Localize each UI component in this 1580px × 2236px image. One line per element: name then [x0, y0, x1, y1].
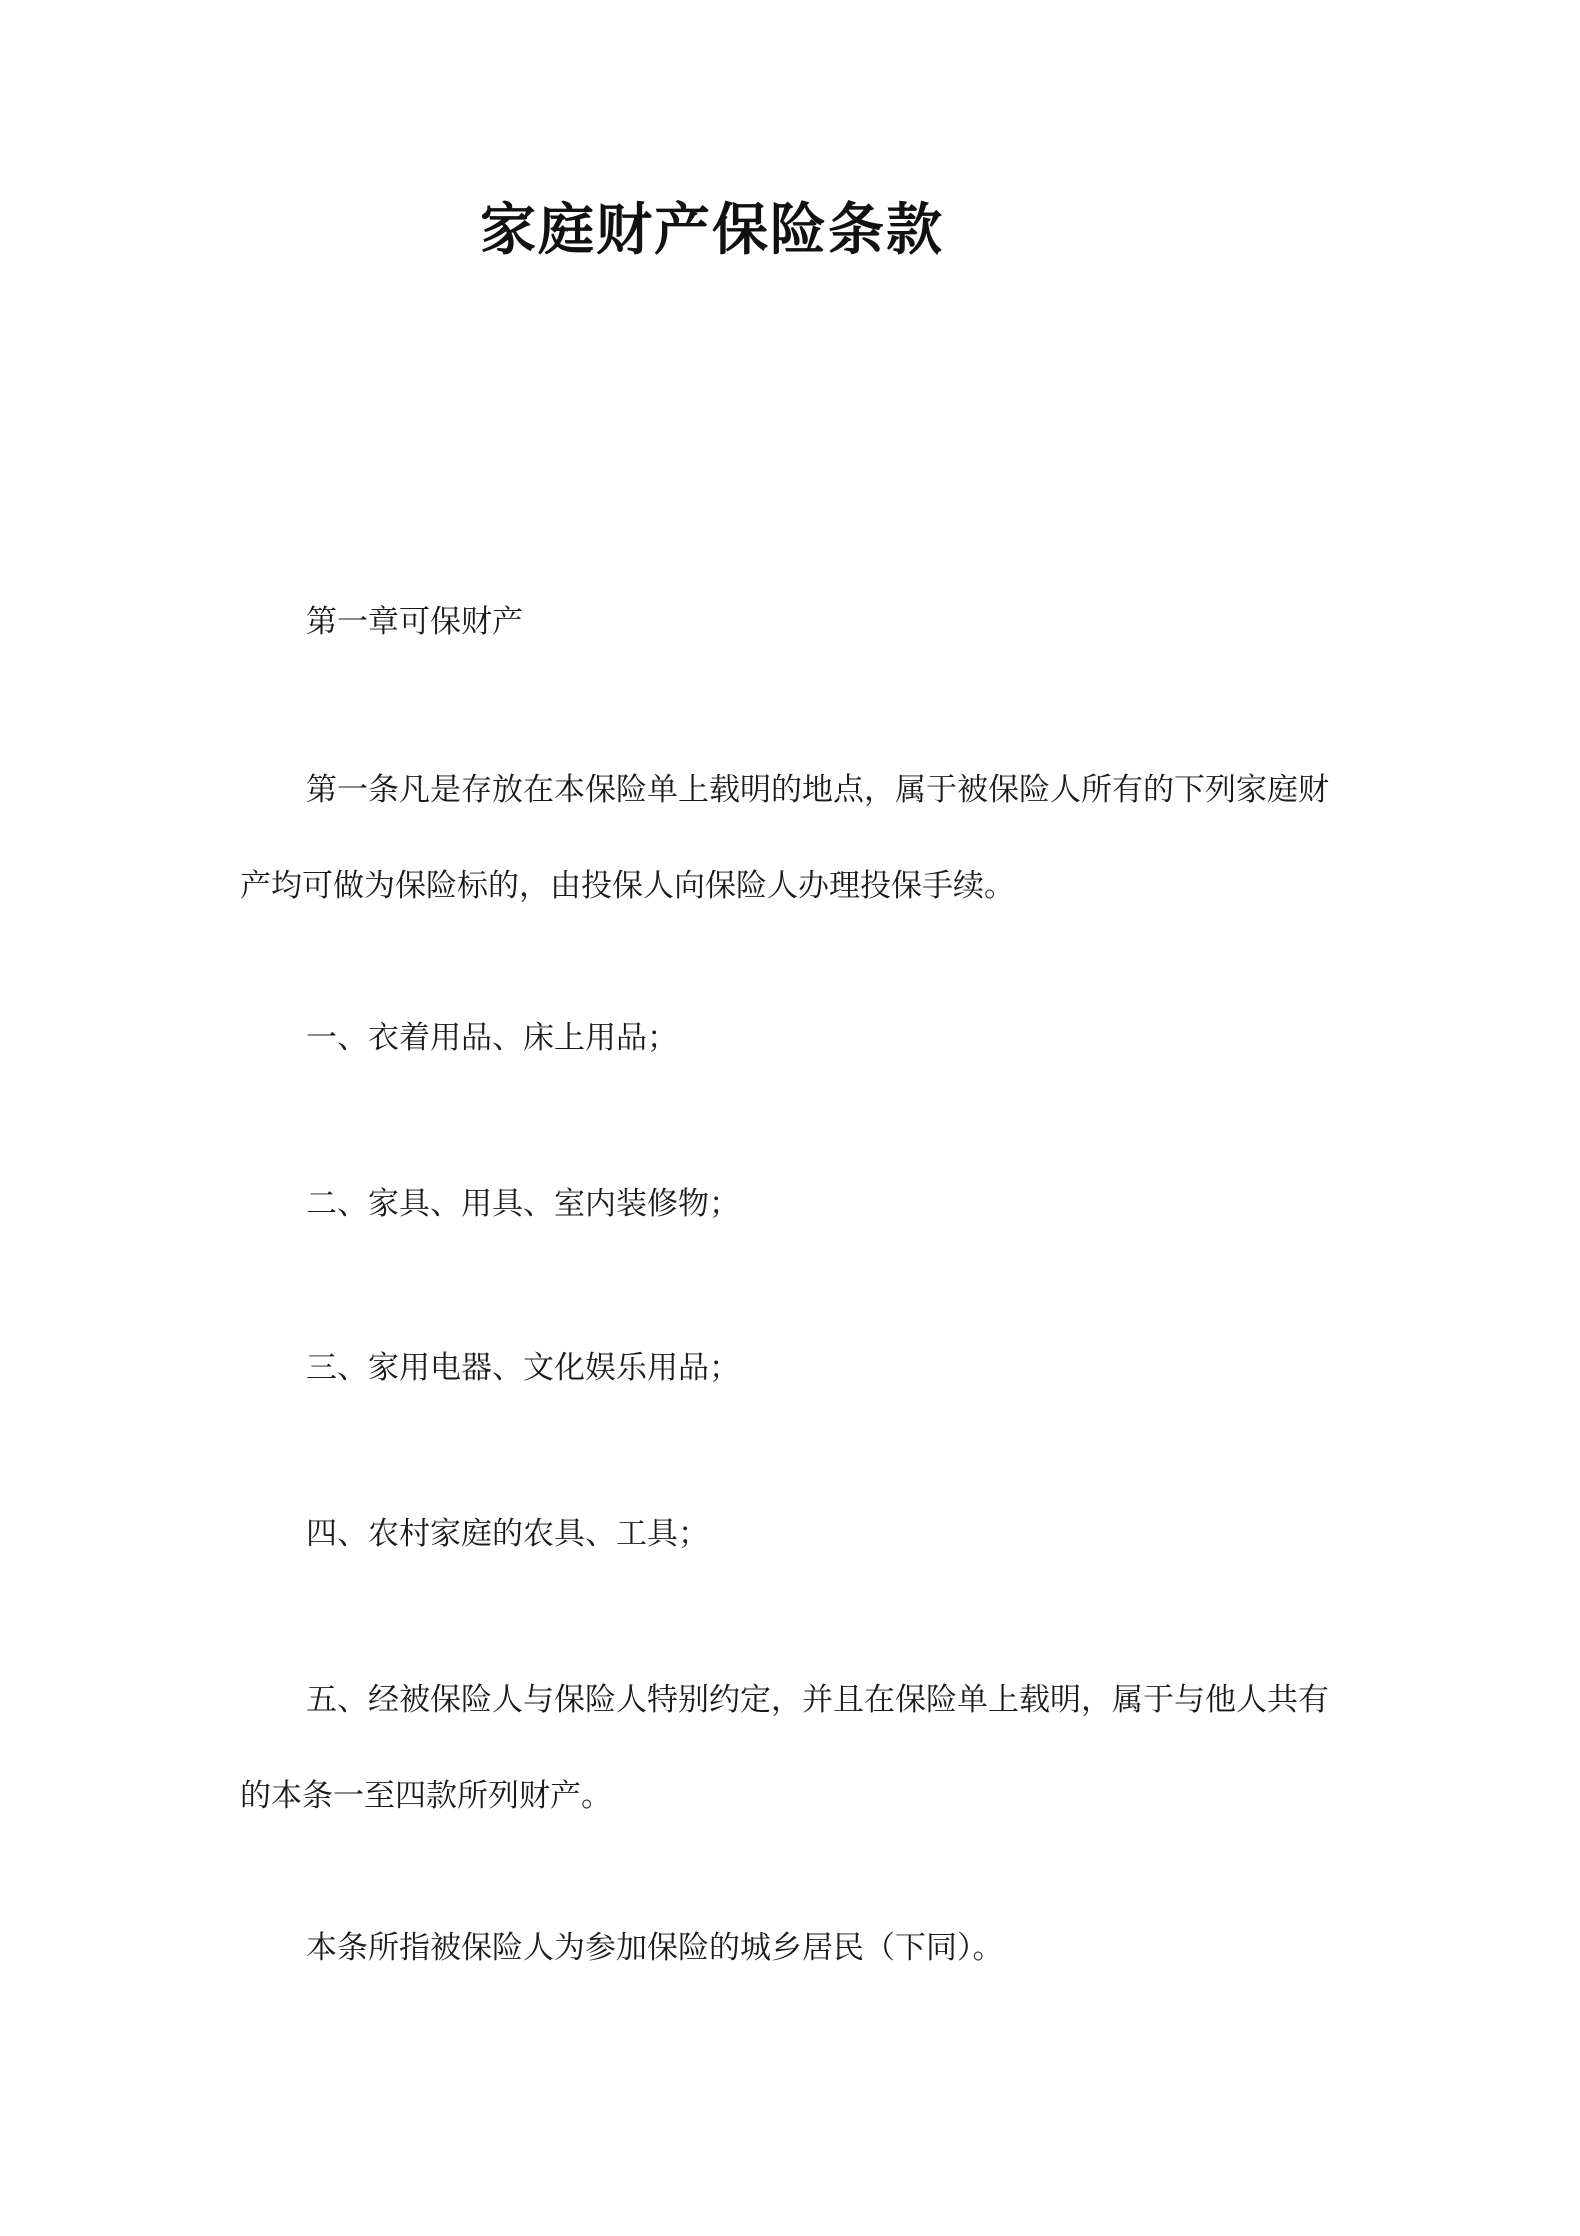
clause-3: 三、家用电器、文化娱乐用品；	[306, 1350, 740, 1386]
clause-5: 五、经被保险人与保险人特别约定，并且在保险单上载明，属于与他人共有的本条一至四款所列财产。	[240, 1682, 1329, 1814]
clause-4: 四、农村家庭的农具、工具；	[306, 1516, 709, 1552]
chapter-heading: 第一章可保财产	[306, 604, 523, 640]
note-paragraph: 本条所指被保险人为参加保险的城乡居民（下同）。	[306, 1930, 1004, 1966]
clause-2: 二、家具、用具、室内装修物；	[306, 1186, 740, 1222]
article-1-paragraph: 第一条凡是存放在本保险单上载明的地点，属于被保险人所有的下列家庭财产均可做为保险标的，由投保人向保险人办理投保手续。	[240, 772, 1329, 904]
clause-1: 一、衣着用品、床上用品；	[306, 1020, 678, 1056]
document-title: 家庭财产保险条款	[480, 198, 944, 263]
